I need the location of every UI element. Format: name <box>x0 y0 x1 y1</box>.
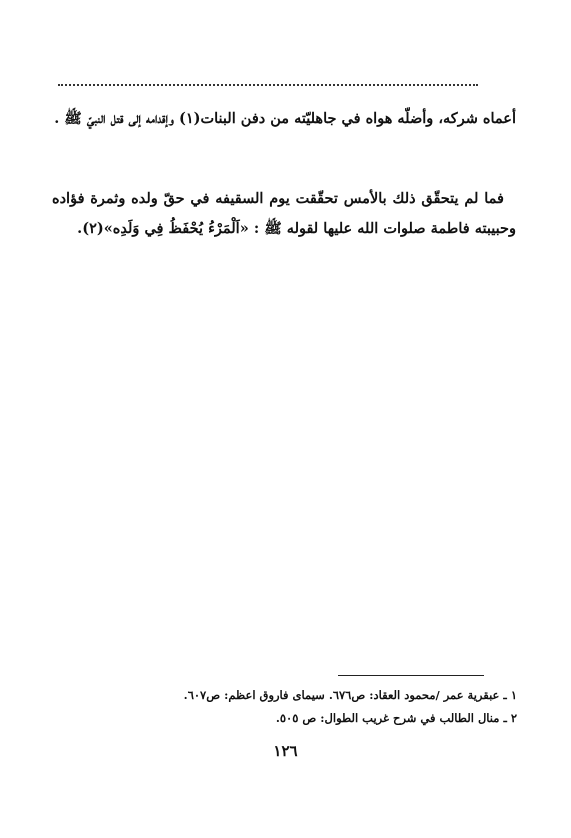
paragraph-2: فما لم يتحقّق ذلك بالأمس تحقّقت يوم السقيفه في حقّ ولده وثمرة فؤاده وحبيبته فاطمة صلوات الله عليها لقوله ﷺ : «اَلْمَرْءُ يُحْفَظُ فِي وَلَدِه»(٢). <box>52 190 516 237</box>
page-number: ١٢٦ <box>273 742 298 760</box>
paragraph-1: أعماه شركه، وأضلّه هواه في جاهليّته من دفن البنات(١) وإقدامه إلى قتل النبيّ ﷺ . <box>54 110 516 127</box>
dotted-separator <box>58 84 478 86</box>
footnote-2: ٢ ـ منال الطالب في شرح غريب الطوال: ص ٥٠٥. <box>275 711 517 725</box>
footnote-1: ١ ـ عبقرية عمر /محمود العقاد: ص٦٧٦. سيماى فاروق اعظم: ص٦٠٧. <box>183 688 517 702</box>
footnote-separator <box>338 675 484 676</box>
